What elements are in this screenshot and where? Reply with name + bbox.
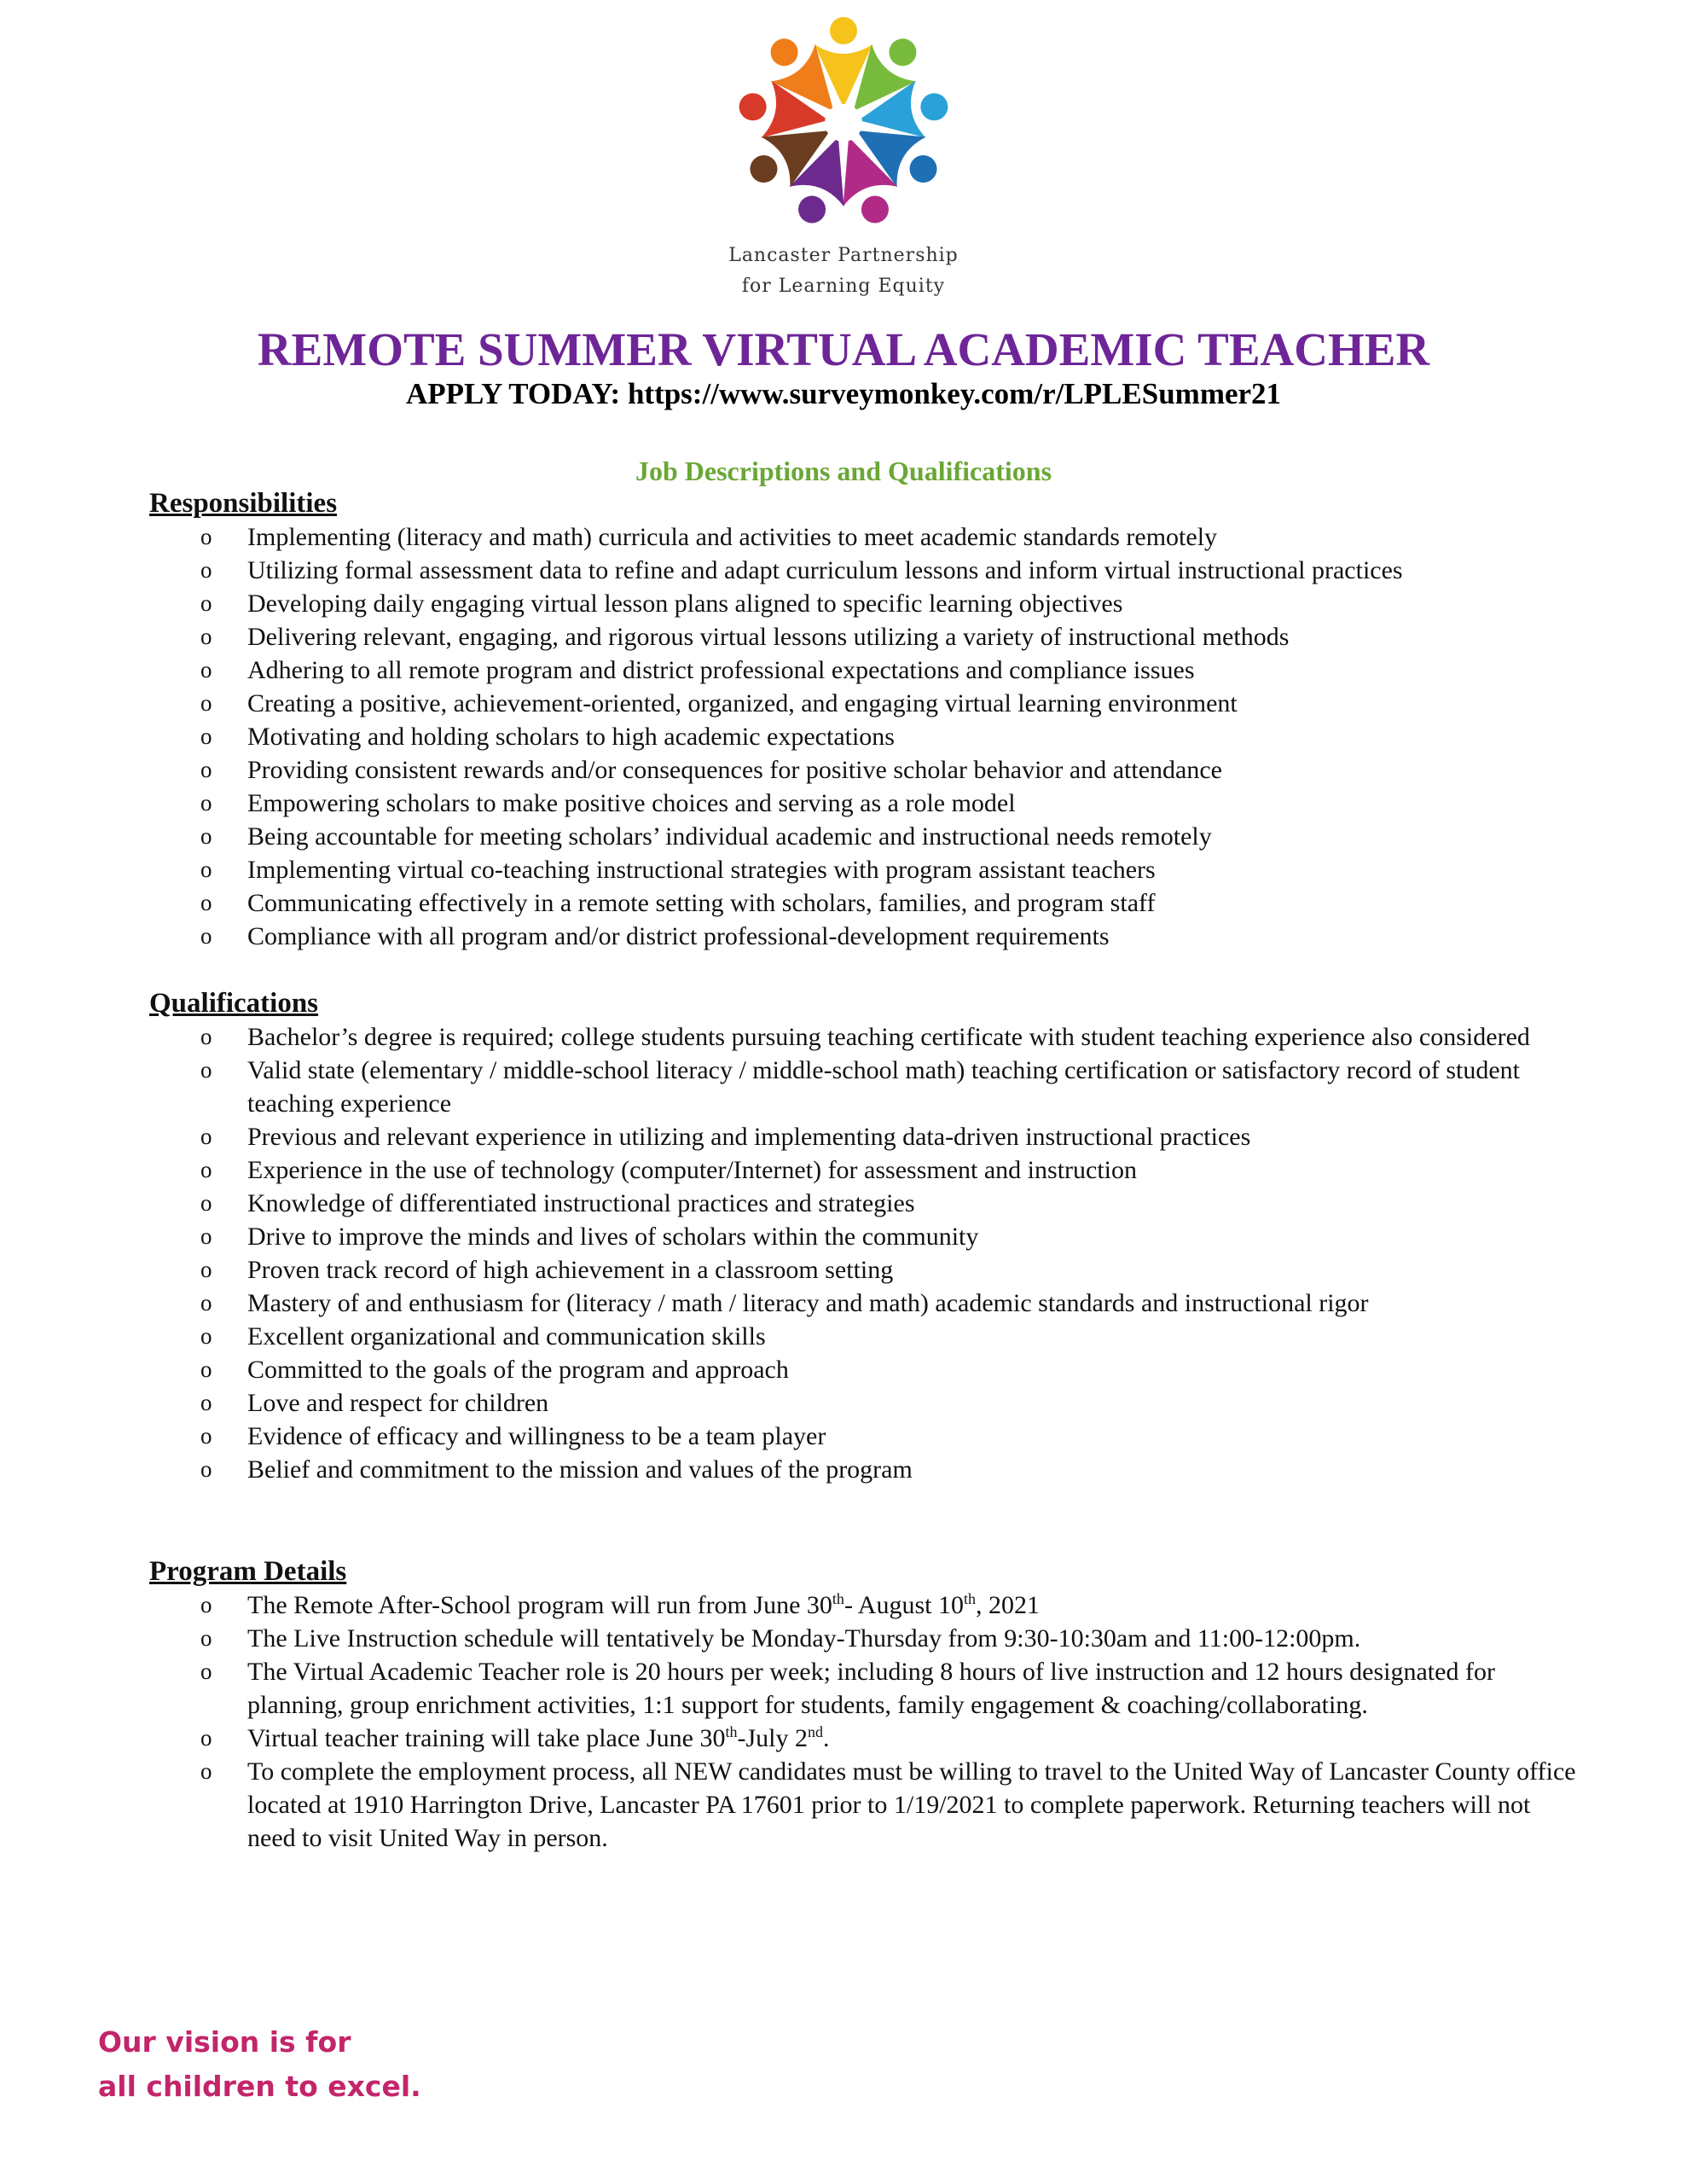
bullet-icon: o: [200, 1456, 212, 1482]
bullet-icon: o: [200, 757, 212, 782]
list-item: [149, 1187, 1582, 1220]
program-details-heading: Program Details: [149, 1556, 347, 1587]
list-item: [149, 653, 1582, 687]
bullet-icon: o: [200, 790, 212, 816]
bullet-icon: o: [200, 1257, 212, 1282]
bullet-icon: o: [200, 923, 212, 949]
bullet-icon: o: [200, 1290, 212, 1316]
list-item: [149, 820, 1582, 853]
detail-text: - August 10: [844, 1591, 964, 1619]
list-item-text: Delivering relevant, engaging, and rigorous virtual lessons utilizing a variety of instructional methods: [247, 623, 1290, 651]
lple-star-logo: [728, 12, 959, 234]
bullet-icon: o: [200, 1423, 212, 1449]
vision-statement: [98, 2020, 421, 2109]
list-item-text: Belief and commitment to the mission and values of the program: [247, 1455, 913, 1484]
logo: [0, 12, 1687, 302]
list-item-text: Utilizing formal assessment data to refine and adapt curriculum lessons and inform virtual instructional practices: [247, 556, 1403, 584]
list-item: [149, 1253, 1582, 1287]
list-item: [149, 520, 1582, 554]
qualifications-section: [149, 986, 1582, 1486]
list-item-text: Excellent organizational and communication skills: [247, 1322, 766, 1350]
detail-text: The Live Instruction schedule will tentatively be Monday-Thursday from 9:30-10:30am and 11:00-12:00pm.: [247, 1624, 1361, 1653]
list-item: [149, 1722, 1582, 1755]
list-item: [149, 1622, 1582, 1655]
list-item: [149, 1755, 1582, 1855]
list-item: [149, 1054, 1582, 1120]
list-item: [149, 1020, 1582, 1054]
detail-text: The Virtual Academic Teacher role is 20 hours per week; including 8 hours of live instruction and 12 hours designated for planning, group enrichment activities, 1:1 support for students, family engagement & coaching/collaborating.: [247, 1658, 1495, 1719]
list-item: [149, 1220, 1582, 1253]
bullet-icon: o: [200, 624, 212, 649]
responsibilities-heading: Responsibilities: [149, 488, 338, 519]
list-item: [149, 787, 1582, 820]
list-item: [149, 753, 1582, 787]
list-item-text: Drive to improve the minds and lives of scholars within the community: [247, 1223, 979, 1251]
list-item-text: Adhering to all remote program and district professional expectations and compliance issues: [247, 656, 1195, 684]
bullet-icon: o: [200, 1323, 212, 1349]
list-item-text: Empowering scholars to make positive choices and serving as a role model: [247, 789, 1016, 817]
subheading: Job Descriptions and Qualifications: [635, 456, 1052, 486]
bullet-icon: o: [200, 1592, 212, 1618]
qualifications-heading: Qualifications: [149, 988, 319, 1019]
bullet-icon: o: [200, 1356, 212, 1382]
bullet-icon: o: [200, 723, 212, 749]
list-item: [149, 1386, 1582, 1420]
vision-line-1: Our vision is for: [98, 2025, 351, 2059]
responsibilities-section: [149, 486, 1582, 953]
list-item-text: Compliance with all program and/or district professional-development requirements: [247, 922, 1110, 950]
detail-text: To complete the employment process, all NEW candidates must be willing to travel to the United Way of Lancaster County office located at 1910 Harrington Drive, Lancaster PA 17601 prior to 1/19/2021 to complete paperwork. Returning teachers will not need to visit United Way in person.: [247, 1757, 1576, 1852]
detail-text: -July 2: [737, 1724, 808, 1752]
list-item-text: Love and respect for children: [247, 1389, 549, 1417]
bullet-icon: o: [200, 1057, 212, 1083]
ordinal-suffix: th: [832, 1590, 844, 1607]
qualifications-list: [149, 1020, 1582, 1486]
list-item-text: Motivating and holding scholars to high academic expectations: [247, 723, 895, 751]
list-item-text: Bachelor’s degree is required; college students pursuing teaching certificate with student teaching experience also considered: [247, 1023, 1530, 1051]
list-item-text: Implementing virtual co-teaching instructional strategies with program assistant teachers: [247, 856, 1156, 884]
list-item: [149, 1655, 1582, 1722]
detail-text: , 2021: [975, 1591, 1040, 1619]
list-item-text: Providing consistent rewards and/or consequences for positive scholar behavior and attendance: [247, 756, 1222, 784]
bullet-icon: o: [200, 823, 212, 849]
list-item: [149, 1453, 1582, 1486]
detail-text: .: [823, 1724, 830, 1752]
list-item-text: Proven track record of high achievement in a classroom setting: [247, 1256, 894, 1284]
list-item: [149, 1287, 1582, 1320]
list-item: [149, 687, 1582, 720]
list-item-text: Experience in the use of technology (computer/Internet) for assessment and instruction: [247, 1156, 1137, 1184]
list-item-text: Creating a positive, achievement-oriented, organized, and engaging virtual learning environment: [247, 689, 1238, 717]
ordinal-suffix: th: [963, 1590, 976, 1607]
bullet-icon: o: [200, 1758, 212, 1784]
program-details-section: [149, 1554, 1582, 1855]
bullet-icon: o: [200, 1390, 212, 1415]
list-item: [149, 1589, 1582, 1622]
bullet-icon: o: [200, 1658, 212, 1684]
bullet-icon: o: [200, 1024, 212, 1049]
logo-line-1: Lancaster Partnership: [728, 245, 959, 266]
bullet-icon: o: [200, 890, 212, 915]
bullet-icon: o: [200, 1625, 212, 1651]
detail-text: Virtual teacher training will take place June 30: [247, 1724, 726, 1752]
vision-line-2: all children to excel.: [98, 2070, 421, 2103]
ordinal-suffix: nd: [808, 1723, 823, 1740]
list-item-text: Knowledge of differentiated instructional practices and strategies: [247, 1189, 915, 1217]
bullet-icon: o: [200, 1223, 212, 1249]
list-item: [149, 853, 1582, 886]
list-item: [149, 720, 1582, 753]
bullet-icon: o: [200, 1725, 212, 1751]
bullet-icon: o: [200, 1124, 212, 1149]
list-item-text: Mastery of and enthusiasm for (literacy / math / literacy and math) academic standards and instructional rigor: [247, 1289, 1369, 1317]
bullet-icon: o: [200, 590, 212, 616]
list-item: [149, 1320, 1582, 1353]
logo-wordmark: [728, 241, 959, 302]
bullet-icon: o: [200, 1157, 212, 1182]
apply-line: APPLY TODAY: https://www.surveymonkey.com/r/LPLESummer21: [405, 377, 1282, 410]
detail-text: The Remote After-School program will run from June 30: [247, 1591, 832, 1619]
list-item: [149, 554, 1582, 587]
list-item-text: Implementing (literacy and math) curricula and activities to meet academic standards remotely: [247, 523, 1218, 551]
list-item: [149, 1153, 1582, 1187]
page-title: REMOTE SUMMER VIRTUAL ACADEMIC TEACHER: [257, 323, 1430, 375]
ordinal-suffix: th: [725, 1723, 738, 1740]
bullet-icon: o: [200, 524, 212, 549]
bullet-icon: o: [200, 857, 212, 882]
program-details-list: [149, 1589, 1582, 1855]
bullet-icon: o: [200, 657, 212, 682]
bullet-icon: o: [200, 557, 212, 583]
responsibilities-list: [149, 520, 1582, 953]
list-item: [149, 920, 1582, 953]
list-item: [149, 1353, 1582, 1386]
list-item-text: Committed to the goals of the program and approach: [247, 1356, 789, 1384]
list-item-text: Communicating effectively in a remote setting with scholars, families, and program staff: [247, 889, 1156, 917]
list-item: [149, 1120, 1582, 1153]
list-item-text: Valid state (elementary / middle-school literacy / middle-school math) teaching certification or satisfactory record of student teaching experience: [247, 1056, 1520, 1118]
list-item: [149, 620, 1582, 653]
bullet-icon: o: [200, 1190, 212, 1216]
logo-line-2: for Learning Equity: [741, 276, 946, 297]
list-item-text: Previous and relevant experience in utilizing and implementing data-driven instructional practices: [247, 1123, 1251, 1151]
list-item-text: Evidence of efficacy and willingness to be a team player: [247, 1422, 826, 1450]
list-item: [149, 587, 1582, 620]
bullet-icon: o: [200, 690, 212, 716]
list-item-text: Developing daily engaging virtual lesson plans aligned to specific learning objectives: [247, 590, 1123, 618]
list-item: [149, 1420, 1582, 1453]
list-item: [149, 886, 1582, 920]
list-item-text: Being accountable for meeting scholars’ individual academic and instructional needs remotely: [247, 822, 1212, 851]
